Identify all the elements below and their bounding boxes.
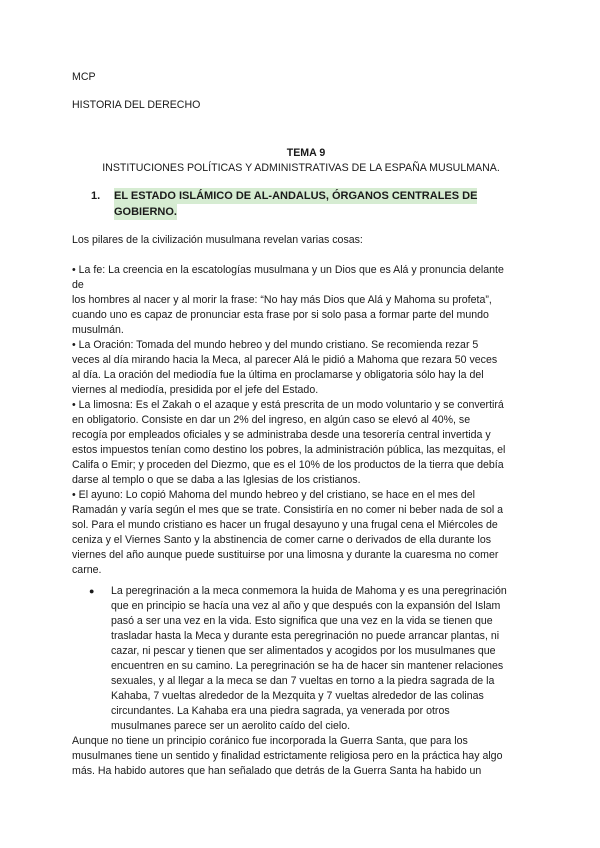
bullet-icon: ● [89,586,95,596]
text-line: en obligatorio. Consiste en dar un 2% del ingreso, en algún caso se elevó al 40%, se [72,414,471,426]
text-line: • La limosna: Es el Zakah o el azaque y está prescrita de un modo voluntario y se convertirá [72,399,504,411]
text-line: cazar, ni pescar y tienen que ser alimentados y acogidos por los musulmanes que [111,645,496,657]
text-line: cuando uno es capaz de pronunciar esta frase por si solo pasa a formar parte del mundo [72,309,489,321]
text-line: al día. La oración del mediodía fue la última en proclamarse y obligatoria sólo hay la del [72,369,484,381]
text-line: Kahaba, 7 vueltas alrededor de la Mezquita y 7 vueltas alrededor de las colinas [111,690,484,702]
text-line: encuentren en su camino. La peregrinación se ha de hacer sin mantener relaciones [111,660,504,672]
text-line: circundantes. La Kahaba era una piedra sagrada, ya venerada por otros [111,705,450,717]
text-line: • La Oración: Tomada del mundo hebreo y del mundo cristiano. Se recomienda rezar 5 [72,339,479,351]
text-line: recogía por empleados oficiales y se administraba desde una tesorería central invertida y [72,429,491,441]
text-line: Ramadán y varía según el mes que se trate. Consistiría en no comer ni beber nada de sol a [72,504,504,516]
text-line: viernes al mediodía, presidida por el jefe del Estado. [72,384,319,396]
text-line: ceniza y el Viernes Santo y la abstinencia de comer carne o derivados de ella durante los [72,534,492,546]
text-line: sol. Para el mundo cristiano es hacer un frugal desayuno y una frugal cena el Miércoles de [72,519,498,531]
text-line: trasladar hasta la Meca y durante esta peregrinación no puede arrancar plantas, ni [111,630,500,642]
text-line: los hombres al nacer y al morir la frase: “No hay más Dios que Alá y Mahoma su profeta”, [72,294,492,306]
text-line: musulmanes parece ser un aerolito caído del cielo. [111,720,351,732]
text-line: • El ayuno: Lo copió Mahoma del mundo hebreo y del cristiano, se hace en el mes del [72,489,475,501]
text-line: viernes del año aunque puede sustituirse por una limosna y durante la cuaresma no comer [72,549,499,561]
text-line: que en principio se hacía una vez al año y que después con la expansión del Islam [111,600,501,612]
section-title-line-2: GOBIERNO. [114,206,177,218]
intro-paragraph: Los pilares de la civilización musulmana revelan varias cosas: [72,234,363,246]
text-line: veces al día mirando hacia la Meca, al parecer Alá le pidió a Mahoma que rezara 50 veces [72,354,498,366]
topic-subtitle: INSTITUCIONES POLÍTICAS Y ADMINISTRATIVAS DE LA ESPAÑA MUSULMANA. [102,162,500,174]
text-line: pasó a ser una vez en la vida. Esto significa que una vez en la vida se tienen que [111,615,493,627]
course-title: HISTORIA DEL DERECHO [72,99,201,111]
text-line: • La fe: La creencia en la escatologías musulmana y un Dios que es Alá y pronuncia delante [72,264,504,276]
section-title-line-1: EL ESTADO ISLÁMICO DE AL-ANDALUS, ÓRGANOS CENTRALES DE [114,190,478,202]
text-line: de [72,279,84,291]
text-line: musulmán. [72,324,124,336]
author-initials: MCP [72,71,96,83]
text-line: musulmanes tiene un sentido y finalidad estrictamente religiosa pero en la práctica hay algo [72,750,503,762]
text-line: Califa o Emir; y proceden del Diezmo, que es el 10% de los productos de la tierra que debía [72,459,504,471]
text-line: más. Ha habido autores que han señalado que detrás de la Guerra Santa ha habido un [72,765,482,777]
text-line: carne. [72,564,102,576]
section-number: 1. [91,190,101,202]
pillars-paragraph [72,263,532,578]
text-line: La peregrinación a la meca conmemora la huida de Mahoma y es una peregrinación [111,585,507,597]
holy-war-paragraph [72,734,532,779]
text-line: estos impuestos tenían como destino los pobres, la administración pública, las mezquitas, el [72,444,506,456]
text-line: darse al templo o que se daba a las Iglesias de los cristianos. [72,474,361,486]
text-line: sexuales, y al llegar a la meca se dan 7 vueltas en torno a la piedra sagrada de la [111,675,495,687]
text-line: Aunque no tiene un principio coránico fue incorporada la Guerra Santa, que para los [72,735,468,747]
topic-number: TEMA 9 [286,147,326,159]
